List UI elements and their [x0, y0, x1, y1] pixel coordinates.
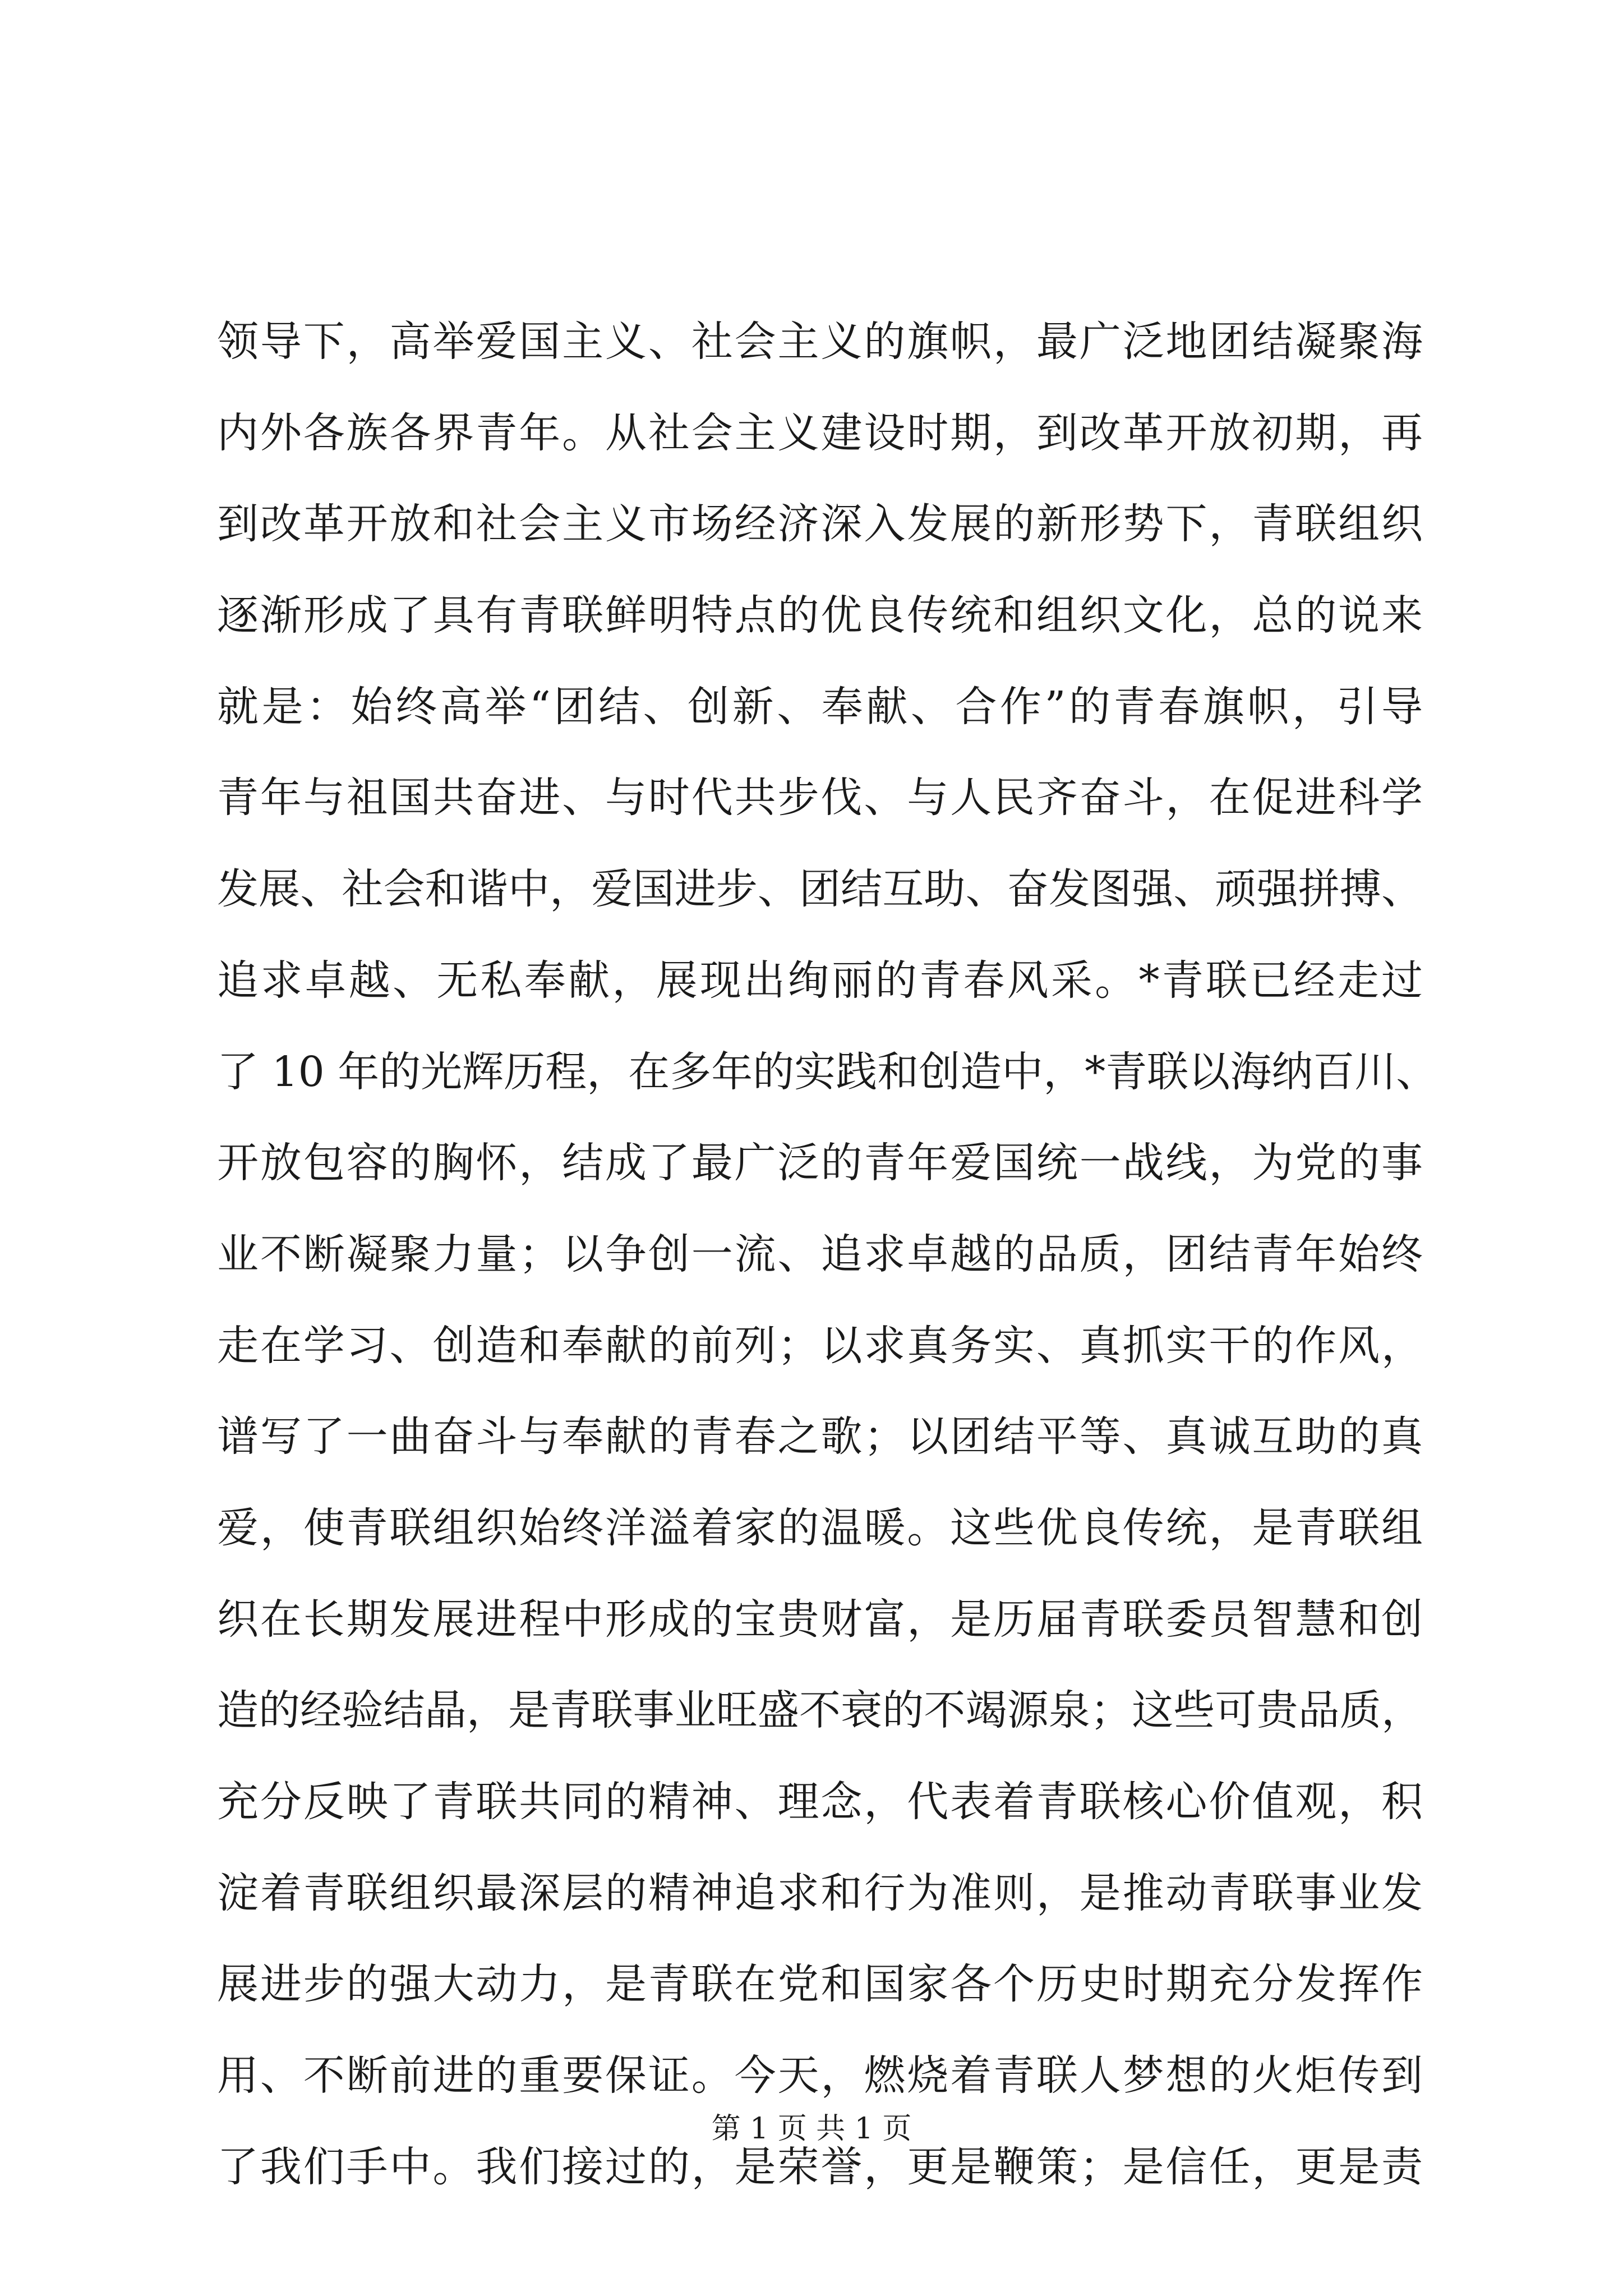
- text-line-18: 淀着青联组织最深层的精神追求和行为准则，是推动青联事业发: [217, 1869, 1423, 1917]
- text-line-2: 内外各族各界青年。从社会主义建设时期，到改革开放初期，再: [217, 408, 1423, 457]
- text-line-16: 造的经验结晶，是青联事业旺盛不衰的不竭源泉；这些可贵品质，: [217, 1686, 1423, 1735]
- text-line-12: 走在学习、创造和奉献的前列；以求真务实、真抓实干的作风，: [217, 1321, 1423, 1370]
- text-line-4: 逐渐形成了具有青联鲜明特点的优良传统和组织文化，总的说来: [217, 591, 1423, 640]
- text-line-17: 充分反映了青联共同的精神、理念，代表着青联核心价值观，积: [217, 1778, 1423, 1826]
- text-line-20: 用、不断前进的重要保证。今天，燃烧着青联人梦想的火炬传到: [217, 2051, 1423, 2100]
- text-line-19: 展进步的强大动力，是青联在党和国家各个历史时期充分发挥作: [217, 1960, 1423, 2009]
- text-line-8: 追求卓越、无私奉献，展现出绚丽的青春风采。*青联已经走过: [217, 956, 1423, 1005]
- body-text: [217, 296, 1438, 2212]
- text-line-13: 谱写了一曲奋斗与奉献的青春之歌；以团结平等、真诚互助的真: [217, 1412, 1423, 1461]
- text-line-21: 了我们手中。我们接过的，是荣誉，更是鞭策；是信任，更是责: [217, 2142, 1423, 2191]
- text-line-10: 开放包容的胸怀，结成了最广泛的青年爱国统一战线，为党的事: [217, 1139, 1423, 1188]
- text-line-6: 青年与祖国共奋进、与时代共步伐、与人民齐奋斗，在促进科学: [217, 774, 1423, 822]
- text-line-3: 到改革开放和社会主义市场经济深入发展的新形势下，青联组织: [217, 500, 1423, 549]
- text-line-14: 爱，使青联组织始终洋溢着家的温暖。这些优良传统，是青联组: [217, 1503, 1423, 1552]
- text-line-5: 就是：始终高举“团结、创新、奉献、合作”的青春旗帜，引导: [217, 682, 1423, 731]
- page-footer: [0, 2106, 1623, 2151]
- text-line-1: 领导下，高举爱国主义、社会主义的旗帜，最广泛地团结凝聚海: [217, 318, 1423, 366]
- text-line-7: 发展、社会和谐中，爱国进步、团结互助、奋发图强、顽强拼搏、: [217, 865, 1423, 914]
- text-line-9: 了 10 年的光辉历程，在多年的实践和创造中，*青联以海纳百川、: [217, 1047, 1438, 1096]
- text-line-15: 织在长期发展进程中形成的宝贵财富，是历届青联委员智慧和创: [217, 1595, 1423, 1644]
- page-number-label: 第 1 页 共 1 页: [711, 2112, 912, 2146]
- text-line-11: 业不断凝聚力量；以争创一流、追求卓越的品质，团结青年始终: [217, 1230, 1423, 1278]
